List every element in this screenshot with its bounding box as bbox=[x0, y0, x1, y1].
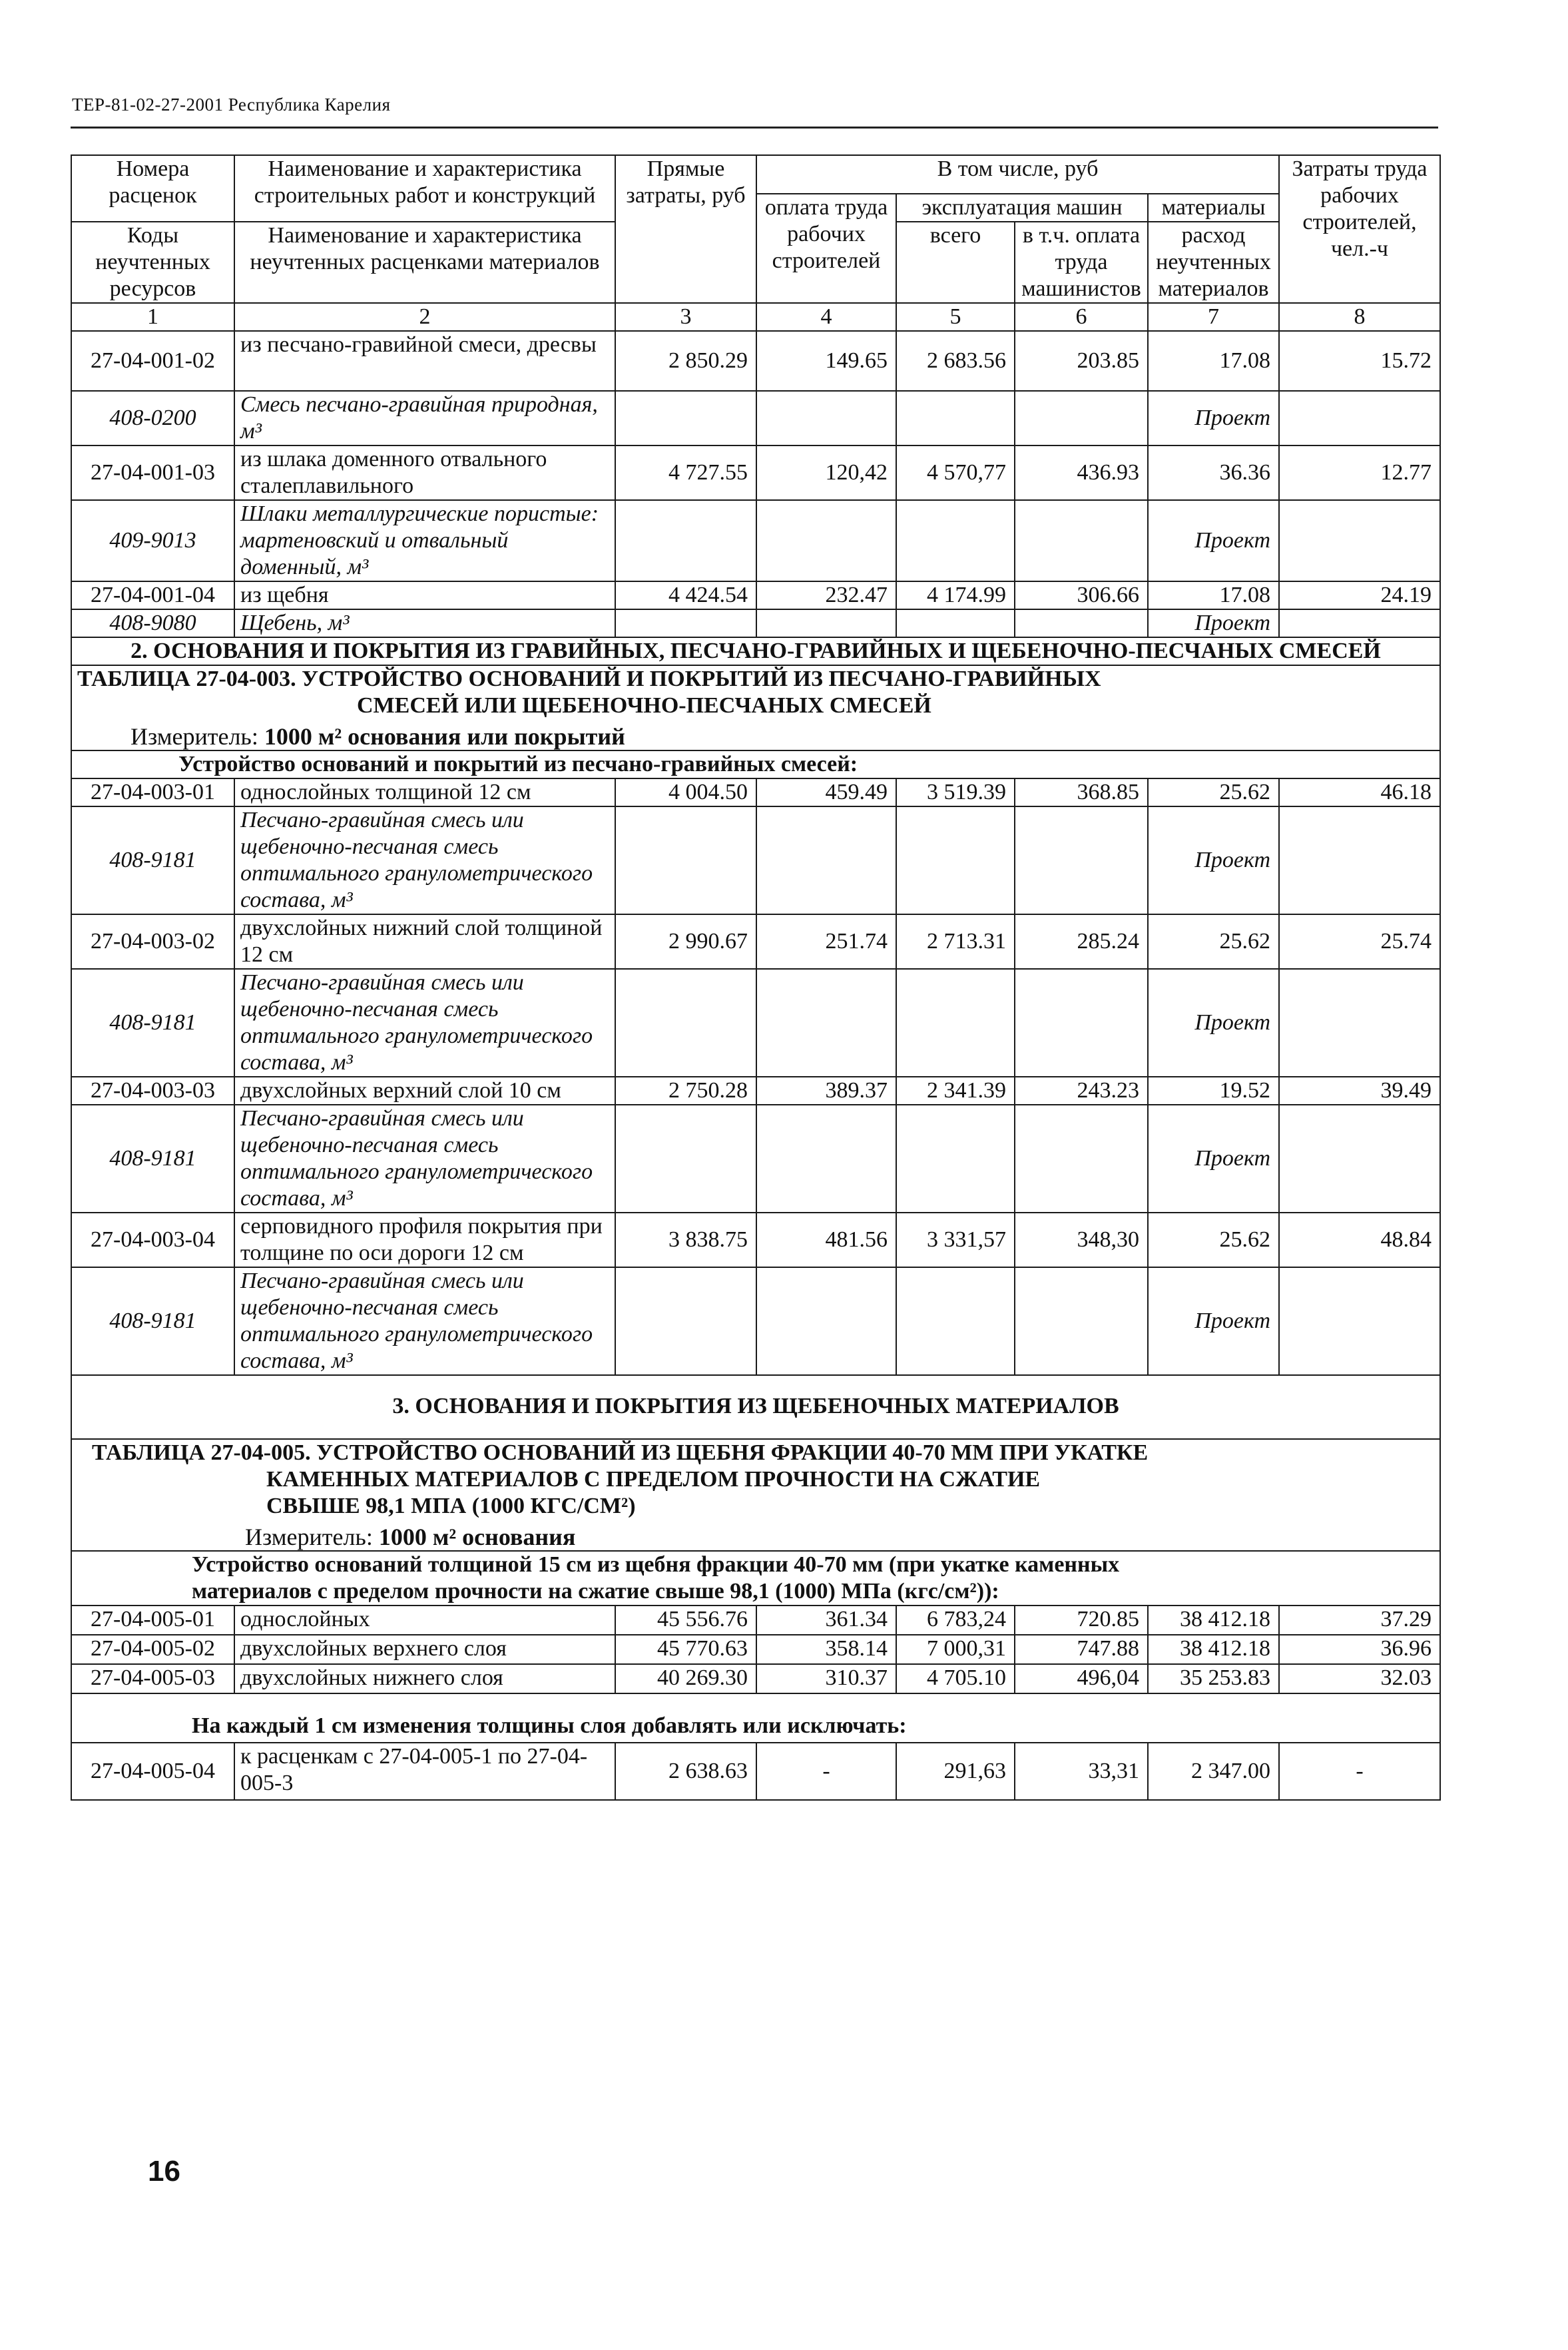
resource-code: 408-9181 bbox=[71, 1267, 234, 1375]
col-header-machines-total: всего bbox=[896, 222, 1015, 303]
operators-cost: 285.24 bbox=[1015, 914, 1148, 969]
direct-cost: 4 424.54 bbox=[615, 581, 756, 609]
labor-cost: 310.37 bbox=[756, 1664, 896, 1693]
direct-cost: 45 770.63 bbox=[615, 1635, 756, 1664]
col-number: 2 bbox=[234, 303, 615, 331]
resource-code: 408-9181 bbox=[71, 1105, 234, 1213]
table-row bbox=[71, 1664, 1440, 1693]
col-number: 3 bbox=[615, 303, 756, 331]
col-number: 6 bbox=[1015, 303, 1148, 331]
material-name: Песчано-гравийная смесь или щебеночно-песчаная смесь оптимального гранулометрического состава, м³ bbox=[234, 806, 615, 914]
table-row bbox=[71, 331, 1440, 391]
material-name: Песчано-гравийная смесь или щебеночно-песчаная смесь оптимального гранулометрического состава, м³ bbox=[234, 1267, 615, 1375]
document-header: ТЕР-81-02-27-2001 Республика Карелия bbox=[72, 95, 391, 115]
col-header-name-bottom: Наименование и характеристика неучтенных расценками материалов bbox=[234, 222, 615, 303]
labor-hours: 37.29 bbox=[1279, 1606, 1440, 1635]
col-header-group: В том числе, руб bbox=[756, 155, 1279, 194]
subtitle-line: Устройство оснований толщиной 15 см из щебня фракции 40-70 мм (при укатке каменных bbox=[192, 1552, 1120, 1577]
direct-cost: 2 638.63 bbox=[615, 1743, 756, 1800]
table-row bbox=[71, 581, 1440, 609]
operators-cost: 436.93 bbox=[1015, 445, 1148, 500]
materials-cost: 19.52 bbox=[1148, 1077, 1279, 1105]
section-title-row bbox=[71, 1375, 1440, 1439]
materials-cost: 17.08 bbox=[1148, 581, 1279, 609]
direct-cost: 2 990.67 bbox=[615, 914, 756, 969]
machines-cost: 7 000,31 bbox=[896, 1635, 1015, 1664]
materials-cost: 25.62 bbox=[1148, 1213, 1279, 1267]
direct-cost: 3 838.75 bbox=[615, 1213, 756, 1267]
page-number: 16 bbox=[148, 2155, 180, 2188]
work-name: двухслойных нижний слой толщиной 12 см bbox=[234, 914, 615, 969]
machines-cost: 6 783,24 bbox=[896, 1606, 1015, 1635]
rate-code: 27-04-003-03 bbox=[71, 1077, 234, 1105]
operators-cost: 747.88 bbox=[1015, 1635, 1148, 1664]
materials-cost: 2 347.00 bbox=[1148, 1743, 1279, 1800]
col-header-labor: оплата труда рабочих строителей bbox=[756, 194, 896, 303]
table-row bbox=[71, 609, 1440, 637]
measure-value: 1000 м² основания или покрытий bbox=[264, 723, 625, 750]
resource-code: 408-9080 bbox=[71, 609, 234, 637]
col-header-machines: эксплуатация машин bbox=[896, 194, 1148, 222]
rate-code: 27-04-005-01 bbox=[71, 1606, 234, 1635]
material-status: Проект bbox=[1148, 1267, 1279, 1375]
materials-cost: 25.62 bbox=[1148, 778, 1279, 806]
machines-cost: 2 341.39 bbox=[896, 1077, 1015, 1105]
col-header-codes-top: Номера расценок bbox=[71, 155, 234, 222]
material-name: Шлаки металлургические пористые: мартеновский и отвальный доменный, м³ bbox=[234, 500, 615, 581]
col-number: 5 bbox=[896, 303, 1015, 331]
labor-hours: 36.96 bbox=[1279, 1635, 1440, 1664]
rates-table bbox=[71, 154, 1441, 1801]
work-name: из шлака доменного отвального сталеплавильного bbox=[234, 445, 615, 500]
table-row bbox=[71, 778, 1440, 806]
labor-hours: 12.77 bbox=[1279, 445, 1440, 500]
section-title: 2. ОСНОВАНИЯ И ПОКРЫТИЯ ИЗ ГРАВИЙНЫХ, ПЕСЧАНО-ГРАВИЙНЫХ И ЩЕБЕНОЧНО-ПЕСЧАНЫХ СМЕСЕЙ bbox=[71, 637, 1440, 665]
table-row bbox=[71, 500, 1440, 581]
material-status: Проект bbox=[1148, 1105, 1279, 1213]
col-header-operators: в т.ч. оплата труда машинистов bbox=[1015, 222, 1148, 303]
measure bbox=[77, 723, 1434, 750]
header-rule bbox=[71, 127, 1438, 129]
rate-code: 27-04-001-02 bbox=[71, 331, 234, 391]
col-header-hours: Затраты труда рабочих строителей, чел.-ч bbox=[1279, 155, 1440, 303]
measure-label: Измеритель: bbox=[131, 723, 258, 750]
rate-code: 27-04-005-02 bbox=[71, 1635, 234, 1664]
table-title bbox=[71, 1439, 1440, 1551]
labor-cost: 149.65 bbox=[756, 331, 896, 391]
table-row bbox=[71, 1606, 1440, 1635]
table-row bbox=[71, 391, 1440, 445]
labor-cost: - bbox=[756, 1743, 896, 1800]
labor-hours: - bbox=[1279, 1743, 1440, 1800]
resource-code: 408-0200 bbox=[71, 391, 234, 445]
work-name: из песчано-гравийной смеси, дресвы bbox=[234, 331, 615, 391]
direct-cost: 2 850.29 bbox=[615, 331, 756, 391]
work-name: двухслойных верхний слой 10 см bbox=[234, 1077, 615, 1105]
direct-cost: 45 556.76 bbox=[615, 1606, 756, 1635]
resource-code: 409-9013 bbox=[71, 500, 234, 581]
resource-code: 408-9181 bbox=[71, 806, 234, 914]
machines-cost: 3 331,57 bbox=[896, 1213, 1015, 1267]
rate-code: 27-04-001-04 bbox=[71, 581, 234, 609]
labor-cost: 389.37 bbox=[756, 1077, 896, 1105]
materials-cost: 17.08 bbox=[1148, 331, 1279, 391]
machines-cost: 4 705.10 bbox=[896, 1664, 1015, 1693]
subtitle-line: материалов с пределом прочности на сжатие свыше 98,1 (1000) МПа (кгс/см²)): bbox=[192, 1579, 999, 1604]
table-title-line: СВЫШЕ 98,1 МПА (1000 КГС/СМ²) bbox=[266, 1494, 636, 1518]
operators-cost: 203.85 bbox=[1015, 331, 1148, 391]
col-header-materials: материалы bbox=[1148, 194, 1279, 222]
operators-cost: 348,30 bbox=[1015, 1213, 1148, 1267]
labor-cost: 358.14 bbox=[756, 1635, 896, 1664]
rate-code: 27-04-001-03 bbox=[71, 445, 234, 500]
section-title: 3. ОСНОВАНИЯ И ПОКРЫТИЯ ИЗ ЩЕБЕНОЧНЫХ МАТЕРИАЛОВ bbox=[71, 1375, 1440, 1439]
work-name: двухслойных верхнего слоя bbox=[234, 1635, 615, 1664]
col-number: 8 bbox=[1279, 303, 1440, 331]
col-header-materials-usage: расход неучтенных материалов bbox=[1148, 222, 1279, 303]
material-status: Проект bbox=[1148, 391, 1279, 445]
rate-code: 27-04-003-01 bbox=[71, 778, 234, 806]
measure-value: 1000 м² основания bbox=[378, 1524, 576, 1550]
labor-hours: 15.72 bbox=[1279, 331, 1440, 391]
col-number: 7 bbox=[1148, 303, 1279, 331]
table-row bbox=[71, 969, 1440, 1077]
machines-cost: 2 713.31 bbox=[896, 914, 1015, 969]
material-name: Щебень, м³ bbox=[234, 609, 615, 637]
table-row bbox=[71, 1077, 1440, 1105]
material-status: Проект bbox=[1148, 609, 1279, 637]
labor-hours: 25.74 bbox=[1279, 914, 1440, 969]
rate-code: 27-04-003-02 bbox=[71, 914, 234, 969]
material-name: Песчано-гравийная смесь или щебеночно-песчаная смесь оптимального гранулометрического состава, м³ bbox=[234, 969, 615, 1077]
material-status: Проект bbox=[1148, 806, 1279, 914]
labor-hours: 32.03 bbox=[1279, 1664, 1440, 1693]
labor-cost: 232.47 bbox=[756, 581, 896, 609]
table-row bbox=[71, 445, 1440, 500]
materials-cost: 36.36 bbox=[1148, 445, 1279, 500]
subtitle-row bbox=[71, 1551, 1440, 1606]
work-name: однослойных bbox=[234, 1606, 615, 1635]
work-name: однослойных толщиной 12 см bbox=[234, 778, 615, 806]
work-name: к расценкам с 27-04-005-1 по 27-04-005-3 bbox=[234, 1743, 615, 1800]
table-subtitle bbox=[71, 1551, 1440, 1606]
measure bbox=[92, 1524, 1434, 1550]
col-number: 4 bbox=[756, 303, 896, 331]
material-status: Проект bbox=[1148, 969, 1279, 1077]
table-title-line: СМЕСЕЙ ИЛИ ЩЕБЕНОЧНО-ПЕСЧАНЫХ СМЕСЕЙ bbox=[357, 693, 931, 718]
table-row bbox=[71, 806, 1440, 914]
materials-cost: 38 412.18 bbox=[1148, 1635, 1279, 1664]
rate-code: 27-04-005-04 bbox=[71, 1743, 234, 1800]
work-name: двухслойных нижнего слоя bbox=[234, 1664, 615, 1693]
machines-cost: 4 174.99 bbox=[896, 581, 1015, 609]
labor-hours: 46.18 bbox=[1279, 778, 1440, 806]
table-row bbox=[71, 1635, 1440, 1664]
rate-code: 27-04-003-04 bbox=[71, 1213, 234, 1267]
labor-cost: 481.56 bbox=[756, 1213, 896, 1267]
material-status: Проект bbox=[1148, 500, 1279, 581]
work-name: из щебня bbox=[234, 581, 615, 609]
machines-cost: 291,63 bbox=[896, 1743, 1015, 1800]
table-title-line: ТАБЛИЦА 27-04-005. УСТРОЙСТВО ОСНОВАНИЙ ИЗ ЩЕБНЯ ФРАКЦИИ 40-70 ММ ПРИ УКАТКЕ bbox=[92, 1440, 1149, 1465]
col-header-codes-bottom: Коды неучтенных ресурсов bbox=[71, 222, 234, 303]
operators-cost: 33,31 bbox=[1015, 1743, 1148, 1800]
labor-hours: 39.49 bbox=[1279, 1077, 1440, 1105]
table-row bbox=[71, 1105, 1440, 1213]
materials-cost: 38 412.18 bbox=[1148, 1606, 1279, 1635]
resource-code: 408-9181 bbox=[71, 969, 234, 1077]
col-header-direct: Прямые затраты, руб bbox=[615, 155, 756, 303]
labor-cost: 251.74 bbox=[756, 914, 896, 969]
labor-cost: 459.49 bbox=[756, 778, 896, 806]
machines-cost: 4 570,77 bbox=[896, 445, 1015, 500]
labor-cost: 120,42 bbox=[756, 445, 896, 500]
col-header-name-top: Наименование и характеристика строительных работ и конструкций bbox=[234, 155, 615, 222]
col-number: 1 bbox=[71, 303, 234, 331]
direct-cost: 4 727.55 bbox=[615, 445, 756, 500]
table-row bbox=[71, 1267, 1440, 1375]
table-title bbox=[71, 665, 1440, 750]
table-title-line: ТАБЛИЦА 27-04-003. УСТРОЙСТВО ОСНОВАНИЙ И ПОКРЫТИЙ ИЗ ПЕСЧАНО-ГРАВИЙНЫХ bbox=[77, 667, 1101, 691]
table-row bbox=[71, 1213, 1440, 1267]
subtitle-row bbox=[71, 1693, 1440, 1743]
table-row bbox=[71, 1743, 1440, 1800]
material-name: Смесь песчано-гравийная природная, м³ bbox=[234, 391, 615, 445]
table-subtitle: Устройство оснований и покрытий из песчано-гравийных смесей: bbox=[71, 750, 1440, 778]
rate-code: 27-04-005-03 bbox=[71, 1664, 234, 1693]
labor-cost: 361.34 bbox=[756, 1606, 896, 1635]
table-row bbox=[71, 914, 1440, 969]
direct-cost: 4 004.50 bbox=[615, 778, 756, 806]
operators-cost: 306.66 bbox=[1015, 581, 1148, 609]
materials-cost: 35 253.83 bbox=[1148, 1664, 1279, 1693]
table-subtitle: На каждый 1 см изменения толщины слоя добавлять или исключать: bbox=[71, 1693, 1440, 1743]
labor-hours: 48.84 bbox=[1279, 1213, 1440, 1267]
subtitle-row bbox=[71, 750, 1440, 778]
section-title-row bbox=[71, 637, 1440, 665]
machines-cost: 2 683.56 bbox=[896, 331, 1015, 391]
operators-cost: 720.85 bbox=[1015, 1606, 1148, 1635]
machines-cost: 3 519.39 bbox=[896, 778, 1015, 806]
operators-cost: 243.23 bbox=[1015, 1077, 1148, 1105]
labor-hours: 24.19 bbox=[1279, 581, 1440, 609]
materials-cost: 25.62 bbox=[1148, 914, 1279, 969]
measure-label: Измеритель: bbox=[245, 1524, 373, 1550]
table-title-row bbox=[71, 665, 1440, 750]
operators-cost: 368.85 bbox=[1015, 778, 1148, 806]
direct-cost: 40 269.30 bbox=[615, 1664, 756, 1693]
table-title-line: КАМЕННЫХ МАТЕРИАЛОВ С ПРЕДЕЛОМ ПРОЧНОСТИ НА СЖАТИЕ bbox=[266, 1467, 1041, 1492]
operators-cost: 496,04 bbox=[1015, 1664, 1148, 1693]
work-name: серповидного профиля покрытия при толщине по оси дороги 12 см bbox=[234, 1213, 615, 1267]
table-title-row bbox=[71, 1439, 1440, 1551]
material-name: Песчано-гравийная смесь или щебеночно-песчаная смесь оптимального гранулометрического состава, м³ bbox=[234, 1105, 615, 1213]
direct-cost: 2 750.28 bbox=[615, 1077, 756, 1105]
